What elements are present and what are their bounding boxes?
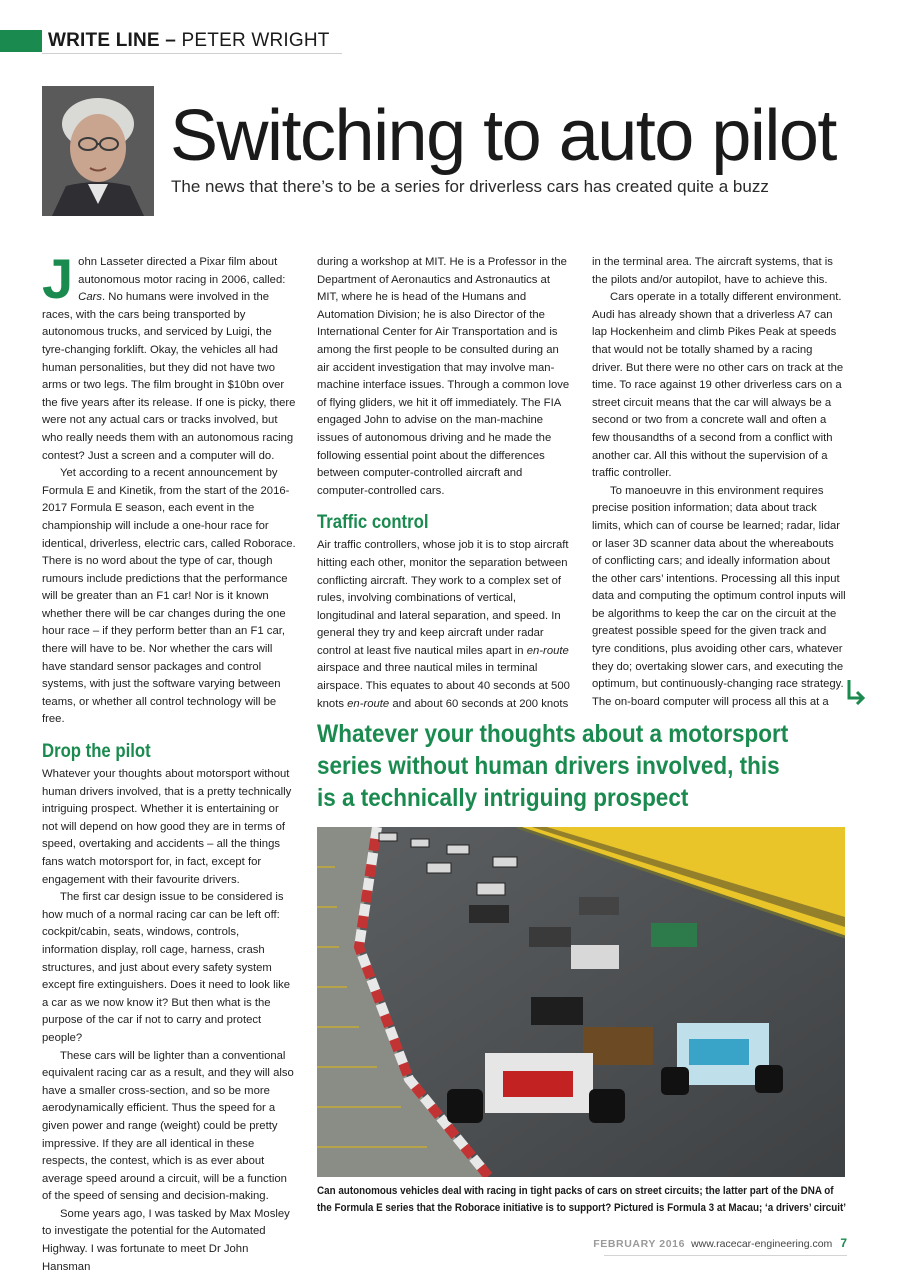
body-paragraph: The first car design issue to be considered is how much of a normal racing car can be left off: cockpit/cabin, seats, windows, controls, information display, roll cage, harness, crash structures, and just about every safety system except fire extinguishers. Does it need to look like a car as we now know it? But then what is the purpose of the car if not to carry and protect people? xyxy=(42,891,291,1044)
caption-line: Can autonomous vehicles deal with racing in tight packs of cars on street circuits; the latter part of the DNA of xyxy=(317,1185,834,1197)
kicker-rule xyxy=(42,53,342,54)
pull-quote-line: series without human drivers involved, this xyxy=(317,752,780,780)
race-photo xyxy=(317,827,845,1177)
body-paragraph: These cars will be lighter than a conventional equivalent racing car as a result, and they will also have a smaller cross-section, and so be more aerodynamically efficient. Thus the speed for a given power and range (weight) could be pretty impressive. If they are all identical in these respects, the contest, which is as ever about average speed around a circuit, will be a function of the speed of sensing and decision-making. xyxy=(42,1049,294,1203)
article-headline: Switching to auto pilot xyxy=(170,96,836,176)
page-number: 7 xyxy=(840,1236,847,1250)
section-name: WRITE LINE xyxy=(48,30,160,51)
author-name: PETER WRIGHT xyxy=(181,30,330,51)
body-column-2 xyxy=(317,254,573,713)
body-paragraph: during a workshop at MIT. He is a Professor in the Department of Aeronautics and Astronautics at MIT, where he is head of the Humans and Automation Division; he is also Director of the International Center for Air Transportation and is among the first people to be consulted during an air accident investigation that may involve man-machine interface issues. Through a common love of flying gliders, we hit it off immediately. The FIA engaged John to advise on the man-machine issues of autonomous driving and he made the following essential point about the differences between computer-controlled aircraft and computer-controlled cars. xyxy=(317,256,570,497)
section-kicker xyxy=(48,30,330,52)
author-portrait xyxy=(42,86,154,216)
body-column-1 xyxy=(42,247,296,1276)
caption-line: the Formula E series that the Roborace initiative is to support? Pictured is Formula 3 at Macau; ‘a drivers’ circuit’ xyxy=(317,1202,847,1214)
body-paragraph: Some years ago, I was tasked by Max Mosley to investigate the potential for the Automated Highway. I was fortunate to meet Dr John Hansman xyxy=(42,1207,290,1273)
body-paragraph: John Lasseter directed a Pixar film about autonomous motor racing in 2006, called: Cars. No humans were involved in the races, with the cars being transported by autonomous trucks, and serviced by Luigi, the tyre-changing forklift. Okay, the vehicles all had human personalities, but they did not have two arms or two legs. The film brought in $10bn over the five years after its release. If one is picky, there were not any actual cars or tracks involved, but who really needs them with an autonomous racing contest? Just a screen and a computer will do. xyxy=(42,247,296,462)
body-paragraph: in the terminal area. The aircraft systems, that is the pilots and/or autopilot, have to achieve this. xyxy=(592,256,833,286)
kicker-dash: – xyxy=(165,30,177,51)
body-paragraph: Cars operate in a totally different environment. Audi has already shown that a driverless A7 can lap Hockenheim and climb Pikes Peak at speeds that would not be totally shamed by a racing driver. But there were no other cars on track at the time. To race against 19 other driverless cars on a street circuit means that the car will always be a second or two from a concrete wall and often a few thousandths of a second from a conflict with another car. All this without the supervision of a traffic controller. xyxy=(592,291,844,480)
pull-quote-line: is a technically intriguing prospect xyxy=(317,784,689,812)
pull-quote xyxy=(317,718,789,814)
website-url: www.racecar-engineering.com xyxy=(691,1238,833,1250)
body-paragraph: To manoeuvre in this environment requires precise position information; data about track limits, which can of course be learned; radar, lidar or laser 3D scanner data about the whereabouts of conflicting cars; and ideally information about the other cars’ intentions. Processing all this input data and computing the optimum control inputs will be algorithms to keep the car on the circuit at the greatest possible speed for the given track and tyre conditions, plus avoiding other cars, whatever they do; overtaking slower cars, and executing the optimum, but continuously-changing race strategy. The on-board computer will process all this at a xyxy=(592,484,846,708)
body-paragraph: Whatever your thoughts about motorsport without human drivers involved, that is a pretty technically intriguing prospect. Whether it is entertaining or not will depend on how good they are in terms of speed, overtaking and accidents – all the things fans watch motorsport for, in fact, except for engagement with their favourite drivers. xyxy=(42,768,292,886)
body-column-3 xyxy=(592,254,846,711)
continues-arrow-icon xyxy=(846,679,866,705)
subhead-drop-the-pilot: Drop the pilot xyxy=(42,741,151,763)
footer-rule xyxy=(604,1255,847,1256)
issue-date: FEBRUARY 2016 xyxy=(593,1238,686,1250)
subhead-traffic-control: Traffic control xyxy=(317,512,429,534)
photo-caption xyxy=(317,1183,845,1217)
body-paragraph: Yet according to a recent announcement by Formula E and Kinetik, from the start of the 2016-2017 Formula E season, each event in the championship will include a one-hour race for identical, driverless, electric cars, called Roborace. There is no word about the type of car, though rumours include predictions that the performance will be greater than an F1 car! Nor is it known whether there will be car changes during the one hour race – if they perform better than an F1 car, there will have to be. Nor whether the cars will have standard sensor packages and control systems, with just the software varying between teams, or whether all control technology will be free. xyxy=(42,467,296,726)
pull-quote-line: Whatever your thoughts about a motorsport xyxy=(317,720,789,748)
drop-cap: J xyxy=(42,247,74,310)
section-color-tab xyxy=(0,30,42,52)
page-footer xyxy=(593,1236,847,1251)
article-standfirst: The news that there’s to be a series for driverless cars has created quite a buzz xyxy=(171,177,769,196)
body-paragraph: Air traffic controllers, whose job it is to stop aircraft hitting each other, monitor the separation between conflicting aircraft. They work to a complex set of rules, involving combinations of vertical, longitudinal and lateral separation, and speed. In general they try and keep aircraft under radar control at least five nautical miles apart in en-route airspace and three nautical miles in terminal airspace. This equates to about 40 seconds at 500 knots en-route and about 60 seconds at 200 knots xyxy=(317,539,570,710)
